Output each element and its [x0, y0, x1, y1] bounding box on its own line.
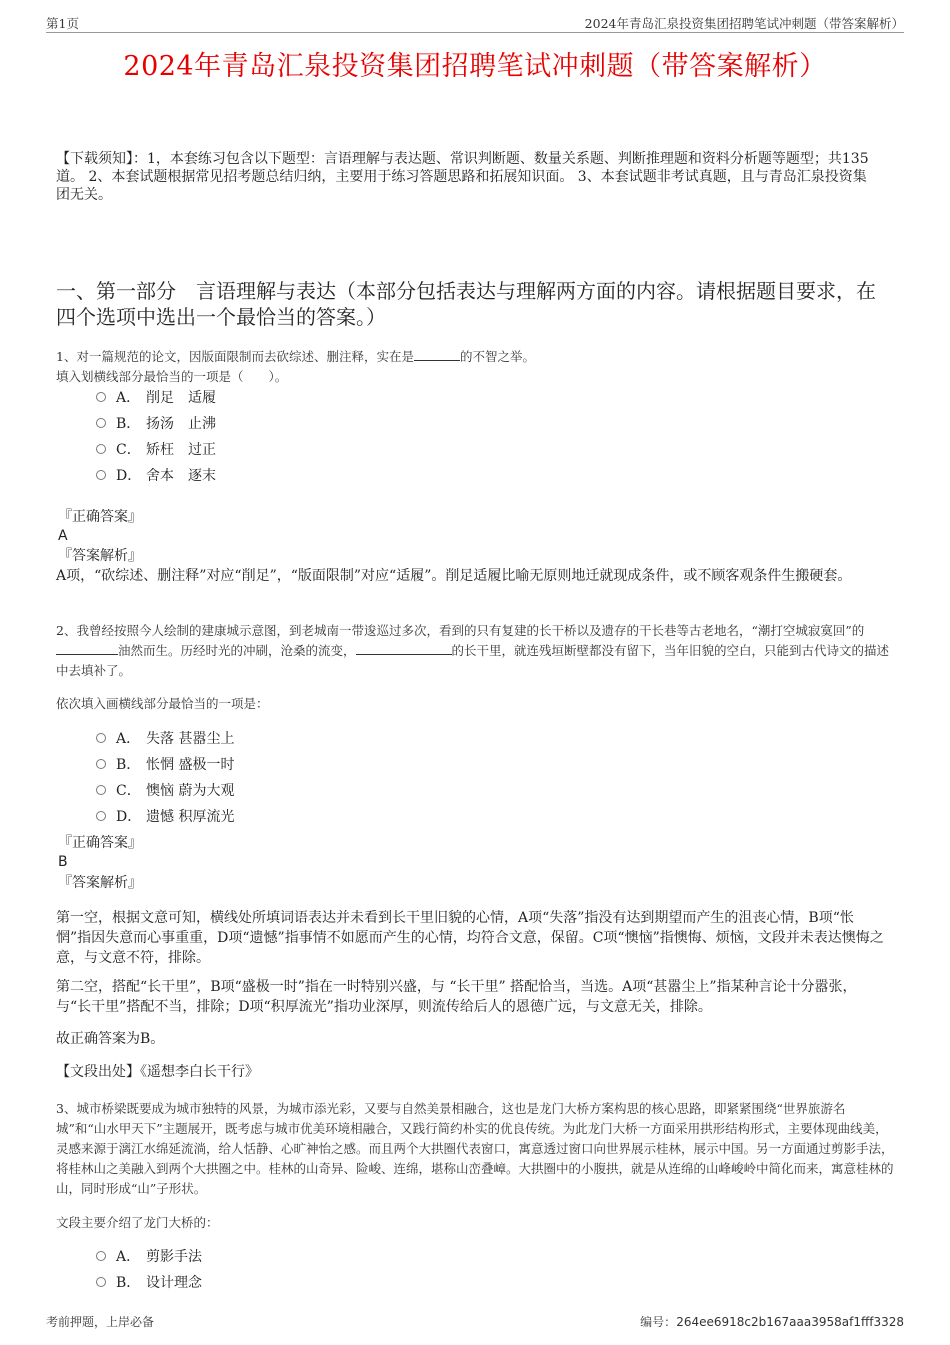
- correct-answer-label: 『正确答案』: [58, 509, 142, 525]
- question-3-stem: 3、城市桥梁既要成为城市独特的风景，为城市添光彩，又要与自然美景相融合，这也是龙门大桥方案构思的核心思路，即紧紧围绕“世界旅游名城”和“山水甲天下”主题展开，既考虑与城市优美环境相融合，又践行简约朴实的优良传统。为此龙门大桥一方面采用拱形结构形式，主要体现曲线美，灵感来源于漓江水绵延流淌，给人恬静、心旷神怡之感。而且两个大拱圈代表窗口，寓意透过窗口向世界展示桂林，展示中国。另一方面通过剪影手法，将桂林山之美融入到两个大拱圈之中。桂林的山奇异、险峻、连绵，堪称山峦叠嶂。大拱圈中的小腹拱，就是从连绵的山峰峻岭中简化而来，寓意桂林的山，同时形成“山”子形状。: [56, 1101, 894, 1196]
- option-a[interactable]: A． 失落 甚嚣尘上: [96, 726, 234, 752]
- answer-blank: [56, 642, 118, 655]
- option-d[interactable]: D． 遗憾 积厚流光: [96, 804, 234, 830]
- radio-icon[interactable]: [96, 418, 106, 428]
- document-title: 2024年青岛汇泉投资集团招聘笔试冲刺题（带答案解析）: [123, 51, 827, 82]
- option-a[interactable]: A． 削足 适履: [96, 385, 216, 411]
- question-2-options: [96, 726, 234, 830]
- radio-icon[interactable]: [96, 1251, 106, 1261]
- option-b[interactable]: B． 扬汤 止沸: [96, 411, 216, 437]
- header-doc-title: 2024年青岛汇泉投资集团招聘笔试冲刺题（带答案解析）: [584, 16, 904, 31]
- answer-blank: [356, 642, 452, 655]
- question-2-stem: 2、我曾经按照今人绘制的建康城示意图，到老城南一带逡巡过多次，看到的只有复建的长干桥以及遗存的干长巷等古老地名，“潮打空城寂寞回”的油然而生。历经时光的冲刷，沧桑的流变， 的长干里，就连残垣断壁都没有留下，当年旧貌的空白，只能到古代诗文的描述中去填补了。: [56, 623, 890, 678]
- option-b[interactable]: B． 怅惘 盛极一时: [96, 752, 234, 778]
- question-1-prompt: 填入划横线部分最恰当的一项是（ ）。: [56, 369, 288, 384]
- question-3-prompt: 文段主要介绍了龙门大桥的：: [56, 1215, 219, 1230]
- section-heading: 一、第一部分 言语理解与表达（本部分包括表达与理解两方面的内容。请根据题目要求，在四个选项中选出一个最恰当的答案。）: [56, 279, 876, 329]
- radio-icon[interactable]: [96, 444, 106, 454]
- radio-icon[interactable]: [96, 811, 106, 821]
- page-header: [46, 14, 904, 33]
- analysis-paragraph-1: 第一空，根据文意可知，横线处所填词语表达并未看到长干里旧貌的心情，A项“失落”指没有达到期望而产生的沮丧心情，B项“怅惘”指因失意而心事重重，D项“遗憾”指事情不如愿而产生的心情，均符合文意，保留。C项“懊恼”指懊悔、烦恼，文段并未表达懊悔之意，与文意不符，排除。: [56, 910, 884, 966]
- footer-slogan: 考前押题，上岸必备: [46, 1315, 155, 1329]
- option-c[interactable]: C． 懊恼 蔚为大观: [96, 778, 234, 804]
- source-line: [56, 1062, 884, 1082]
- analysis-paragraph-2: 第二空，搭配“长干里”，B项“盛极一时”指在一时特别兴盛，与 “长干里” 搭配恰当，当选。A项“甚嚣尘上”指某种言论十分嚣张，与“长干里”搭配不当，排除；D项“积厚流光”指功业深厚，则流传给后人的恩德广远，与文意无关，排除。: [56, 979, 857, 1015]
- option-d[interactable]: D． 舍本 逐末: [96, 463, 216, 489]
- page-number: 第1页: [46, 16, 79, 31]
- source-title: 《遥想李白长干行》: [140, 1064, 259, 1080]
- question-1-stem: 1、对一篇规范的论文，因版面限制而去砍综述、删注释，实在是 的不智之举。 填入划横线部分最恰当的一项是（ ）。: [56, 349, 535, 384]
- correct-answer: A: [58, 528, 68, 544]
- analysis-conclusion: 故正确答案为B。: [56, 1031, 165, 1047]
- document-code: 编号：264ee6918c2b167aaa3958af1fff3328: [640, 1315, 904, 1329]
- radio-icon[interactable]: [96, 392, 106, 402]
- analysis-label: 『答案解析』: [58, 875, 142, 891]
- analysis-label: 『答案解析』: [58, 548, 142, 564]
- radio-icon[interactable]: [96, 470, 106, 480]
- radio-icon[interactable]: [96, 1277, 106, 1287]
- option-c[interactable]: C． 矫枉 过正: [96, 437, 216, 463]
- source-label: 【文段出处】: [56, 1064, 140, 1080]
- question-1-options: [96, 385, 216, 489]
- analysis-text: A项，“砍综述、删注释”对应“削足”，“版面限制”对应“适履”。削足适履比喻无原则地迁就现成条件，或不顾客观条件生搬硬套。: [56, 568, 852, 584]
- download-notice: 【下载须知】：1，本套练习包含以下题型：言语理解与表达题、常识判断题、数量关系题、判断推理题和资料分析题等题型；共135道。 2、本套试题根据常见招考题总结归纳，主要用于练习答题思路和拓展知识面。 3、本套试题非考试真题，且与青岛汇泉投资集团无关。: [56, 151, 869, 203]
- radio-icon[interactable]: [96, 759, 106, 769]
- option-b[interactable]: B． 设计理念: [96, 1270, 202, 1296]
- option-a[interactable]: A． 剪影手法: [96, 1244, 202, 1270]
- question-2-prompt: 依次填入画横线部分最恰当的一项是：: [56, 696, 269, 711]
- radio-icon[interactable]: [96, 785, 106, 795]
- correct-answer: B: [58, 854, 68, 870]
- correct-answer-label: 『正确答案』: [58, 835, 142, 851]
- answer-blank: [414, 348, 460, 361]
- radio-icon[interactable]: [96, 733, 106, 743]
- question-3-options: [96, 1244, 202, 1296]
